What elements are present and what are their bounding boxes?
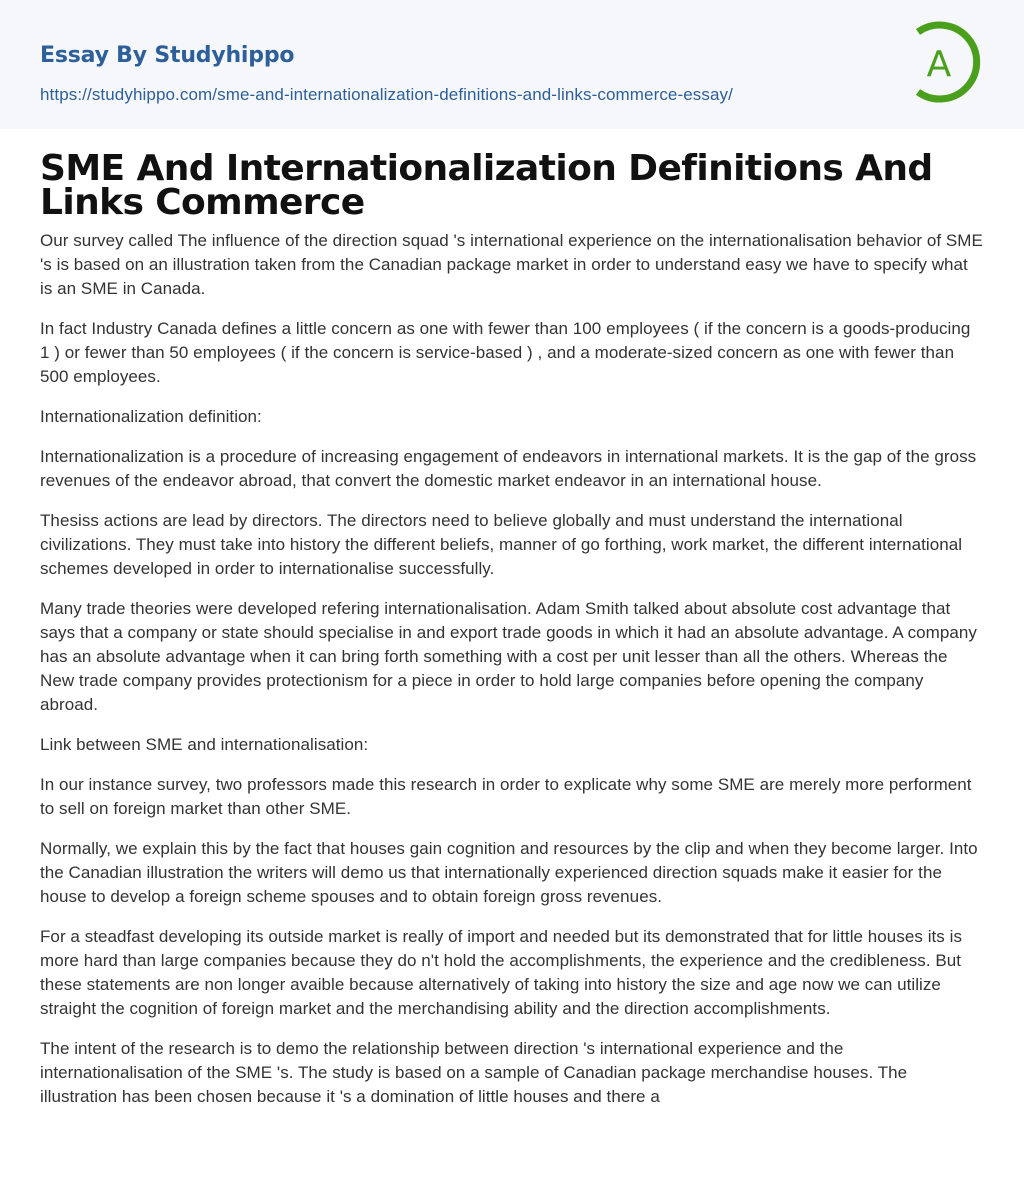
article-paragraph: In our instance survey, two professors made this research in order to explicate why some SME are merely more performent to sell on foreign market than other SME. <box>40 775 972 818</box>
article-paragraph: Many trade theories were developed refering internationalisation. Adam Smith talked about absolute cost advantage that says that a company or state should specialise in and export trade goods in which it had an absolute advantage. A company has an absolute advantage when it can bring forth something with a cost per unit lesser than all the others. Whereas the New trade company provides protectionism for a piece in order to hold large companies before opening the company abroad. <box>40 599 977 714</box>
section-heading-internationalization-definition: Internationalization definition: <box>40 407 262 426</box>
article-paragraph: For a steadfast developing its outside market is really of import and needed but its demonstrated that for little houses its is more hard than large companies because they do n't hold the accomplishments, the experience and the credibleness. But these statements are non longer avaible because alternatively of taking into history the size and age now we can utilize straight the cognition of foreign market and the merchandising ability and the direction accomplishments. <box>40 927 962 1018</box>
article-paragraph: In fact Industry Canada defines a little concern as one with fewer than 100 employees ( if the concern is a goods-producing 1 ) or fewer than 50 employees ( if the concern is service-based ) , and a moderate-sized concern as one with fewer than 500 employees. <box>40 319 971 386</box>
article-paragraph: Internationalization is a procedure of increasing engagement of endeavors in international markets. It is the gap of the gross revenues of the endeavor abroad, that convert the domestic market endeavor in an international house. <box>40 447 977 490</box>
studyhippo-logo-icon[interactable] <box>910 18 988 106</box>
article-paragraph: The intent of the research is to demo the relationship between direction 's international experience and the internationalisation of the SME 's. The study is based on a sample of Canadian package merchandise houses. The illustration has been chosen because it 's a domination of little houses and there a <box>40 1039 908 1106</box>
logo-letter: A <box>926 44 952 85</box>
section-heading-link-sme-internationalisation: Link between SME and internationalisation: <box>40 735 369 754</box>
site-header <box>0 0 1024 129</box>
article-content <box>0 148 1024 1109</box>
article-paragraph: Thesiss actions are lead by directors. The directors need to believe globally and must understand the international civilizations. They must take into history the different beliefs, manner of go forthing, work market, the different international schemes developed in order to internationalise successfully. <box>40 511 963 578</box>
brand-title: Essay By Studyhippo <box>40 43 295 68</box>
source-url-link[interactable]: https://studyhippo.com/sme-and-internationalization-definitions-and-links-commerce-essay/ <box>40 85 733 104</box>
article-paragraph: Normally, we explain this by the fact that houses gain cognition and resources by the clip and when they become larger. Into the Canadian illustration the writers will demo us that internationally experienced direction squads make it easier for the house to develop a foreign scheme spouses and to obtain foreign gross revenues. <box>40 839 978 906</box>
article-paragraph: Our survey called The influence of the direction squad 's international experience on the internationalisation behavior of SME 's is based on an illustration taken from the Canadian package market in order to understand easy we have to specify what is an SME in Canada. <box>40 231 983 298</box>
page-title: SME And Internationalization Definitions And Links Commerce <box>40 148 933 223</box>
